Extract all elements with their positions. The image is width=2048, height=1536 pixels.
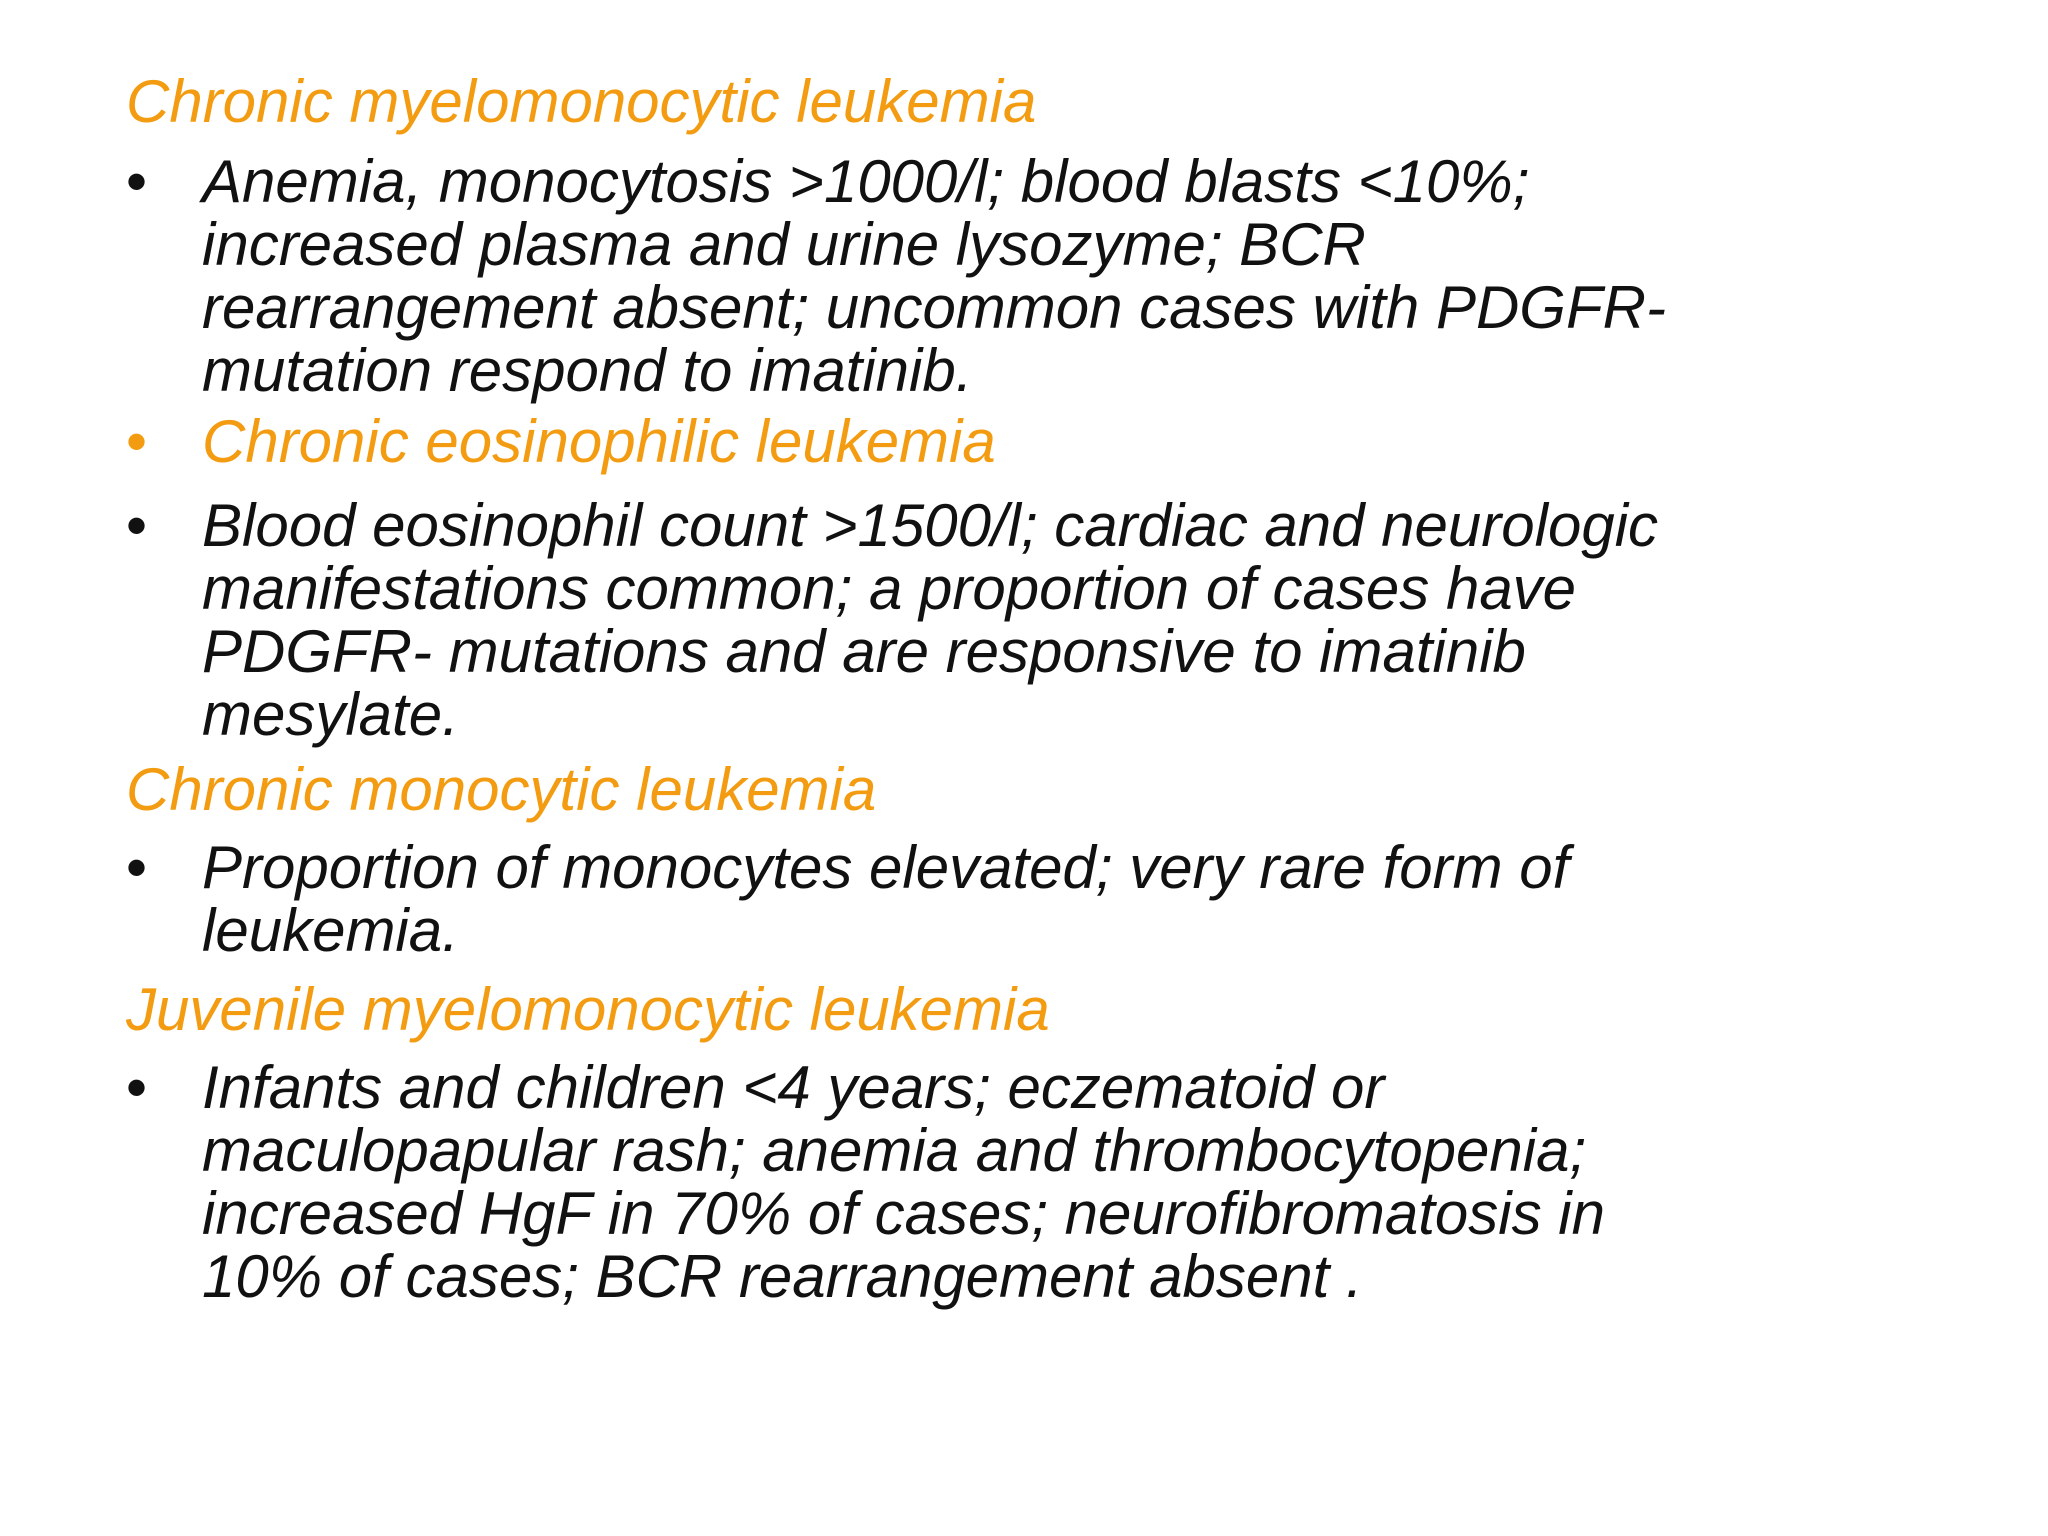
list-item-text bbox=[202, 492, 1966, 748]
list-item-text bbox=[202, 148, 1966, 404]
list-item bbox=[126, 834, 1966, 964]
text-line: increased plasma and urine lysozyme; BCR bbox=[202, 211, 1366, 278]
text-line: rearrangement absent; uncommon cases with PDGFR- bbox=[202, 274, 1666, 341]
text-line: manifestations common; a proportion of cases have bbox=[202, 555, 1577, 622]
list-item-text bbox=[202, 834, 1966, 964]
list-item-accent bbox=[126, 408, 1966, 475]
text-line: leukemia. bbox=[202, 897, 459, 964]
bullet-icon: • bbox=[126, 148, 148, 215]
text-line: Infants and children <4 years; eczematoid or bbox=[202, 1054, 1385, 1121]
text-line: Proportion of monocytes elevated; very rare form of bbox=[202, 834, 1570, 901]
list-item bbox=[126, 148, 1966, 404]
text-line: Blood eosinophil count >1500/l; cardiac and neurologic bbox=[202, 492, 1659, 559]
text-line: Chronic eosinophilic leukemia bbox=[202, 408, 996, 475]
text-line: mesylate. bbox=[202, 681, 459, 748]
list-item-text bbox=[202, 408, 1966, 475]
text-line: 10% of cases; BCR rearrangement absent . bbox=[202, 1243, 1363, 1310]
list-item-text bbox=[202, 1054, 1966, 1310]
bullet-icon: • bbox=[126, 1054, 148, 1121]
section-heading: Chronic myelomonocytic leukemia bbox=[126, 68, 1037, 135]
list-item bbox=[126, 1054, 1966, 1310]
text-line: maculopapular rash; anemia and thrombocytopenia; bbox=[202, 1117, 1587, 1184]
text-line: Anemia, monocytosis >1000/l; blood blasts <10%; bbox=[202, 148, 1530, 215]
list-item bbox=[126, 492, 1966, 748]
text-line: mutation respond to imatinib. bbox=[202, 337, 973, 404]
bullet-icon: • bbox=[126, 834, 148, 901]
section-heading: Chronic monocytic leukemia bbox=[126, 756, 877, 823]
section-heading: Juvenile myelomonocytic leukemia bbox=[126, 976, 1050, 1043]
text-line: increased HgF in 70% of cases; neurofibromatosis in bbox=[202, 1180, 1605, 1247]
bullet-icon: • bbox=[126, 408, 148, 475]
text-line: PDGFR- mutations and are responsive to imatinib bbox=[202, 618, 1526, 685]
bullet-icon: • bbox=[126, 492, 148, 559]
